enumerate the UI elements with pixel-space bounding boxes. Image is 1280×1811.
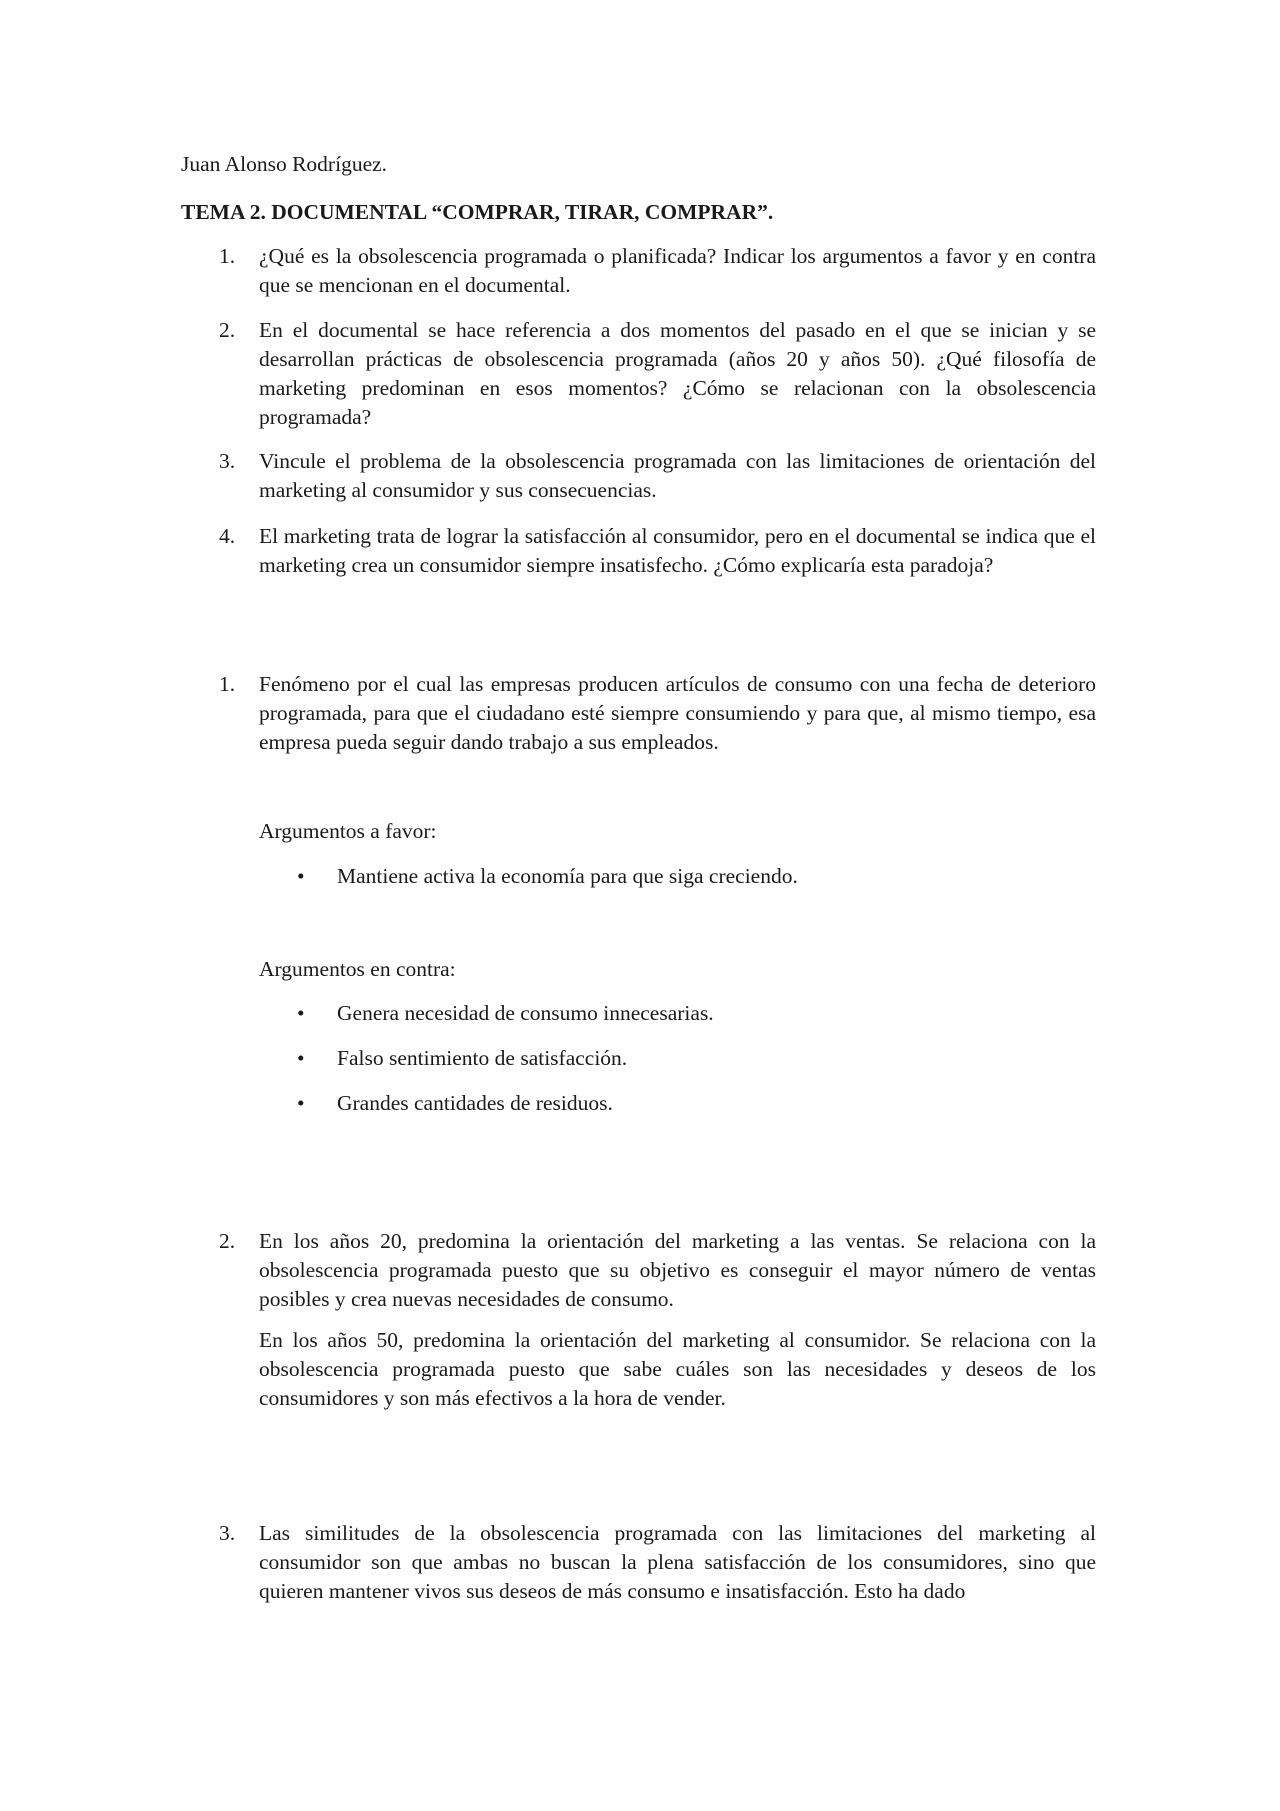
author-name: Juan Alonso Rodríguez. <box>181 152 388 176</box>
question-item <box>181 242 1096 312</box>
list-number: 1. <box>219 244 236 268</box>
question-text: ¿Qué es la obsolescencia programada o planificada? Indicar los argumentos a favor y en contra que se mencionan en el documental. <box>259 244 1096 297</box>
question-item <box>181 447 1096 517</box>
question-text: Vincule el problema de la obsolescencia programada con las limitaciones de orientación del marketing al consumidor y sus consecuencias. <box>259 449 1096 502</box>
list-number: 2. <box>219 318 236 342</box>
list-number: 3. <box>219 1521 236 1545</box>
document-title: TEMA 2. DOCUMENTAL “COMPRAR, TIRAR, COMPRAR”. <box>181 200 774 224</box>
answer-item <box>181 1519 1096 1618</box>
question-item <box>181 522 1096 592</box>
answer-text: En los años 20, predomina la orientación del marketing a las ventas. Se relaciona con la obsolescencia programada puesto que su objetivo es conseguir el mayor número de ventas posibles y crea nuevas necesidades de consumo. <box>259 1229 1096 1311</box>
list-number: 4. <box>219 524 236 548</box>
bullet-text: Mantiene activa la economía para que siga creciendo. <box>337 864 798 888</box>
list-item <box>259 1089 1059 1118</box>
bullet-text: Falso sentimiento de satisfacción. <box>337 1046 628 1070</box>
answer-text: En los años 50, predomina la orientación del marketing al consumidor. Se relaciona con la obsolescencia programada puesto que sabe cuáles son las necesidades y deseos de los consumidores y son más efectivos a la hora de vender. <box>259 1328 1096 1410</box>
bullet-icon: • <box>297 1046 305 1070</box>
list-number: 3. <box>219 449 236 473</box>
question-item <box>181 316 1096 444</box>
bullet-text: Genera necesidad de consumo innecesarias. <box>337 1001 714 1025</box>
list-number: 1. <box>219 672 236 696</box>
favor-heading: Argumentos a favor: <box>259 819 437 843</box>
question-text: En el documental se hace referencia a dos momentos del pasado en el que se inician y se desarrollan prácticas de obsolescencia programada (años 20 y años 50). ¿Qué filosofía de marketing predominan en esos momentos? ¿Cómo se relacionan con la obsolescencia programada? <box>259 318 1096 429</box>
question-text: El marketing trata de lograr la satisfacción al consumidor, pero en el documental se indica que el marketing crea un consumidor siempre insatisfecho. ¿Cómo explicaría esta paradoja? <box>259 524 1096 577</box>
contra-heading: Argumentos en contra: <box>259 957 456 981</box>
bullet-icon: • <box>297 1001 305 1025</box>
list-item <box>259 1044 1059 1073</box>
list-number: 2. <box>219 1229 236 1253</box>
bullet-icon: • <box>297 864 305 888</box>
answer-text: Fenómeno por el cual las empresas producen artículos de consumo con una fecha de deterioro programada, para que el ciudadano esté siempre consumiendo y para que, al mismo tiempo, esa empresa pueda seguir dando trabajo a sus empleados. <box>259 672 1096 754</box>
list-item <box>259 999 1059 1028</box>
answer-item <box>181 670 1096 769</box>
answer-item <box>181 1227 1096 1425</box>
list-item <box>259 862 1059 891</box>
bullet-icon: • <box>297 1091 305 1115</box>
answer-text: Las similitudes de la obsolescencia programada con las limitaciones del marketing al consumidor son que ambas no buscan la plena satisfacción de los consumidores, sino que quieren mantener vivos sus deseos de más consumo e insatisfacción. Esto ha dado <box>259 1521 1096 1603</box>
bullet-text: Grandes cantidades de residuos. <box>337 1091 613 1115</box>
